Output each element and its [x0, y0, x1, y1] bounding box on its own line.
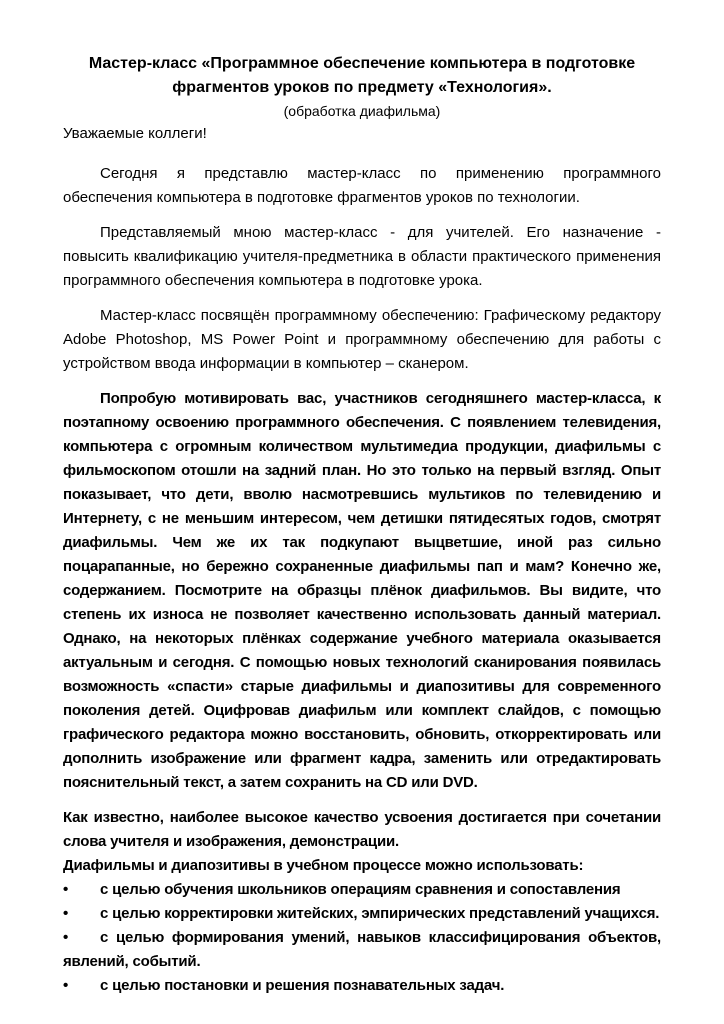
- bullet-icon: •: [63, 977, 69, 994]
- list-item: [63, 926, 661, 974]
- paragraph-quality: Как известно, наиболее высокое качество усвоения достигается при сочетании слова учителя и изображения, демонстрации.: [63, 809, 661, 850]
- bullet-icon: •: [63, 905, 69, 922]
- list-item-text: с целью корректировки житейских, эмпирических представлений учащихся.: [100, 905, 660, 922]
- list-item-text: с целью формирования умений, навыков классифицирования объектов, явлений, событий.: [63, 929, 661, 970]
- usage-bullet-list: [63, 878, 661, 998]
- document-subtitle: (обработка диафильма): [283, 103, 441, 119]
- paragraph-software: Мастер-класс посвящён программному обеспечению: Графическому редактору Adobe Photoshop, MS Power Point и программному обеспечению для работы с устройством ввода информации в компьютер – сканером.: [63, 307, 661, 372]
- document-title: Мастер-класс «Программное обеспечение компьютера в подготовке фрагментов уроков по предмету «Технология».: [88, 55, 636, 96]
- paragraph-audience: Представляемый мною мастер-класс - для учителей. Его назначение - повысить квалификацию учителя-предметника в области практического применения программного обеспечения компьютера в подготовке урока.: [63, 224, 661, 289]
- list-item: [63, 902, 661, 926]
- list-item: [63, 974, 661, 998]
- list-item-text: с целью обучения школьников операциям сравнения и сопоставления: [100, 881, 621, 898]
- list-item-text: с целью постановки и решения познавательных задач.: [100, 977, 505, 994]
- list-intro: Диафильмы и диапозитивы в учебном процессе можно использовать:: [63, 857, 584, 874]
- paragraph-intro: Сегодня я представлю мастер-класс по применению программного обеспечения компьютера в подготовке фрагментов уроков по технологии.: [63, 165, 661, 206]
- greeting-line: Уважаемые коллеги!: [63, 125, 207, 142]
- bullet-icon: •: [63, 881, 69, 898]
- list-item: [63, 878, 661, 902]
- paragraph-motivation: Попробую мотивировать вас, участников сегодняшнего мастер-класса, к поэтапному освоению программного обеспечения. С появлением телевидения, компьютера с огромным количеством мультимедиа продукции, диафильмы с фильмоскопом отошли на задний план. Но это только на первый взгляд. Опыт показывает, что дети, вволю насмотревшись мультиков по телевидению и Интернету, с не меньшим интересом, чем детишки пятидесятых годов, смотрят диафильмы. Чем же их так подкупают выцветшие, иной раз сильно поцарапанные, но бережно сохраненные диафильмы пап и мам? Конечно же, содержанием. Посмотрите на образцы плёнок диафильмов. Вы видите, что степень их износа не позволяет качественно использовать данный материал. Однако, на некоторых плёнках содержание учебного материала оказывается актуальным и сегодня. С помощью новых технологий сканирования появилась возможность «спасти» старые диафильмы и диапозитивы для современного поколения детей. Оцифровав диафильм или комплект слайдов, с помощью графического редактора можно восстановить, обновить, откорректировать или дополнить изображение или фрагмент кадра, заменить или отредактировать пояснительный текст, а затем сохранить на CD или DVD.: [63, 390, 661, 791]
- bullet-icon: •: [63, 929, 69, 946]
